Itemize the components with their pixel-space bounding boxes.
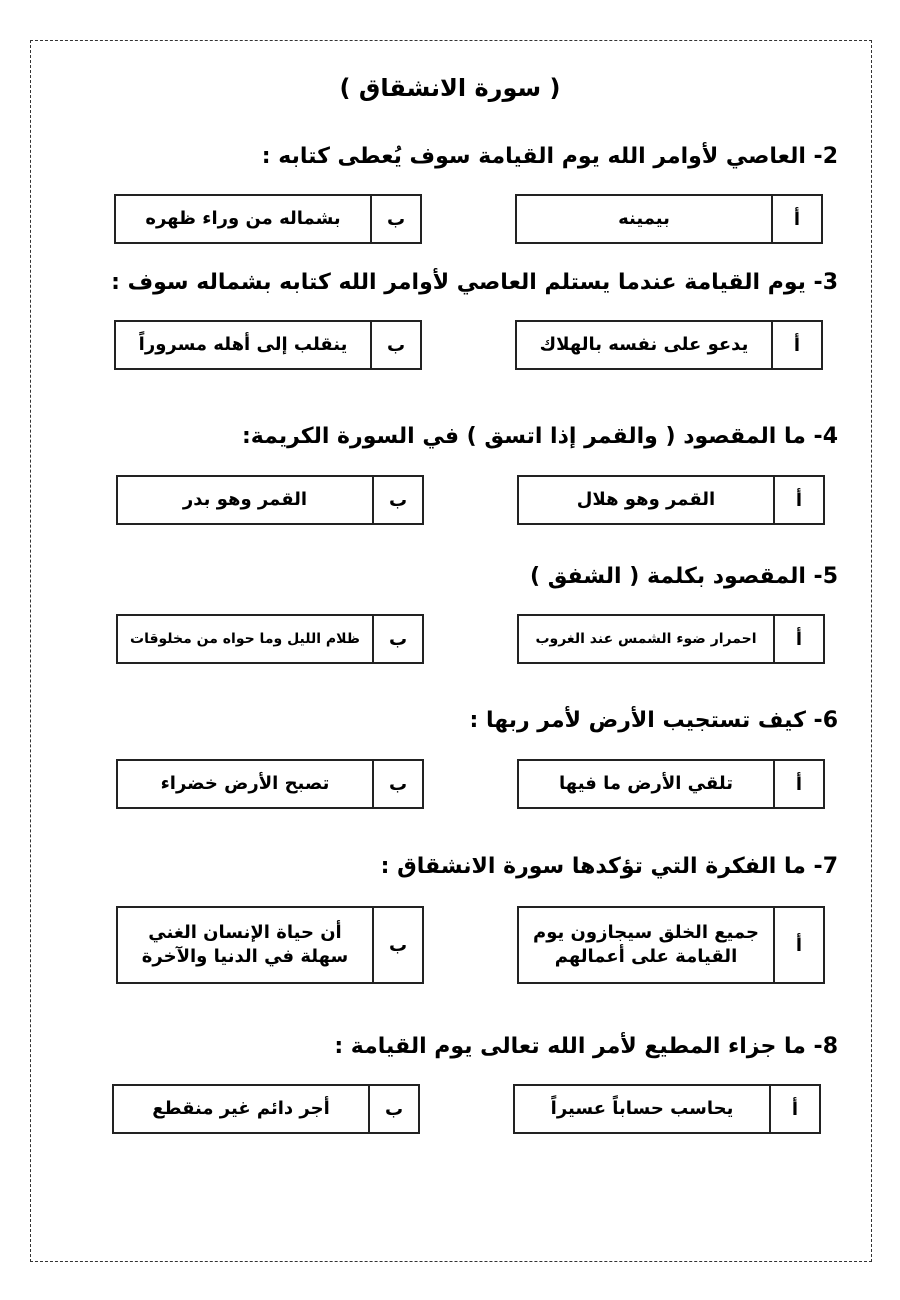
option-text: القمر وهو هلال bbox=[576, 488, 716, 510]
option-text: أجر دائم غير منقطع bbox=[152, 1097, 330, 1119]
option-text: أن حياة الإنسان الغني سهلة في الدنيا والآخرة bbox=[141, 921, 349, 967]
option-b-q7[interactable] bbox=[116, 906, 424, 984]
option-letter: أ bbox=[769, 1086, 819, 1132]
worksheet-title: ( سورة الانشقاق ) bbox=[339, 74, 561, 102]
option-letter: ب bbox=[372, 761, 422, 807]
option-text: بشماله من وراء ظهره bbox=[145, 207, 341, 229]
option-a-q7[interactable] bbox=[517, 906, 825, 984]
option-a-q3[interactable] bbox=[515, 320, 823, 370]
option-b-q5[interactable] bbox=[116, 614, 424, 664]
option-b-q8[interactable] bbox=[112, 1084, 420, 1134]
option-letter: ب bbox=[372, 908, 422, 982]
option-a-q5[interactable] bbox=[517, 614, 825, 664]
option-letter: أ bbox=[773, 761, 823, 807]
option-a-q6[interactable] bbox=[517, 759, 825, 809]
question-4: 4- ما المقصود ( والقمر إذا اتسق ) في السورة الكريمة: bbox=[241, 424, 838, 449]
option-a-q8[interactable] bbox=[513, 1084, 821, 1134]
option-text: يحاسب حساباً عسيراً bbox=[550, 1097, 734, 1119]
option-text: ظلام الليل وما حواه من مخلوقات bbox=[130, 630, 360, 647]
option-letter: ب bbox=[370, 322, 420, 368]
option-a-q4[interactable] bbox=[517, 475, 825, 525]
option-letter: أ bbox=[771, 322, 821, 368]
question-2: 2- العاصي لأوامر الله يوم القيامة سوف يُعطى كتابه : bbox=[261, 144, 838, 169]
option-letter: أ bbox=[773, 477, 823, 523]
option-text: القمر وهو بدر bbox=[182, 488, 308, 510]
option-text: ينقلب إلى أهله مسروراً bbox=[138, 333, 348, 355]
option-text: تصبح الأرض خضراء bbox=[160, 772, 330, 794]
option-a-q2[interactable] bbox=[515, 194, 823, 244]
option-letter: أ bbox=[773, 908, 823, 982]
option-text: يدعو على نفسه بالهلاك bbox=[539, 333, 749, 355]
option-letter: أ bbox=[771, 196, 821, 242]
option-b-q2[interactable] bbox=[114, 194, 422, 244]
option-letter: ب bbox=[368, 1086, 418, 1132]
option-b-q3[interactable] bbox=[114, 320, 422, 370]
question-8: 8- ما جزاء المطيع لأمر الله تعالى يوم القيامة : bbox=[334, 1034, 838, 1059]
option-b-q6[interactable] bbox=[116, 759, 424, 809]
option-text: احمرار ضوء الشمس عند الغروب bbox=[535, 630, 757, 647]
option-letter: ب bbox=[372, 477, 422, 523]
option-letter: ب bbox=[370, 196, 420, 242]
question-3: 3- يوم القيامة عندما يستلم العاصي لأوامر الله كتابه بشماله سوف : bbox=[111, 270, 838, 295]
question-6: 6- كيف تستجيب الأرض لأمر ربها : bbox=[469, 708, 838, 733]
option-text: جميع الخلق سيجازون يوم القيامة على أعمالهم bbox=[533, 921, 759, 967]
option-b-q4[interactable] bbox=[116, 475, 424, 525]
option-letter: ب bbox=[372, 616, 422, 662]
option-letter: أ bbox=[773, 616, 823, 662]
question-5: 5- المقصود بكلمة ( الشفق ) bbox=[530, 564, 838, 589]
option-text: تلقي الأرض ما فيها bbox=[559, 772, 733, 794]
question-7: 7- ما الفكرة التي تؤكدها سورة الانشقاق : bbox=[380, 854, 838, 879]
option-text: بيمينه bbox=[618, 207, 670, 229]
